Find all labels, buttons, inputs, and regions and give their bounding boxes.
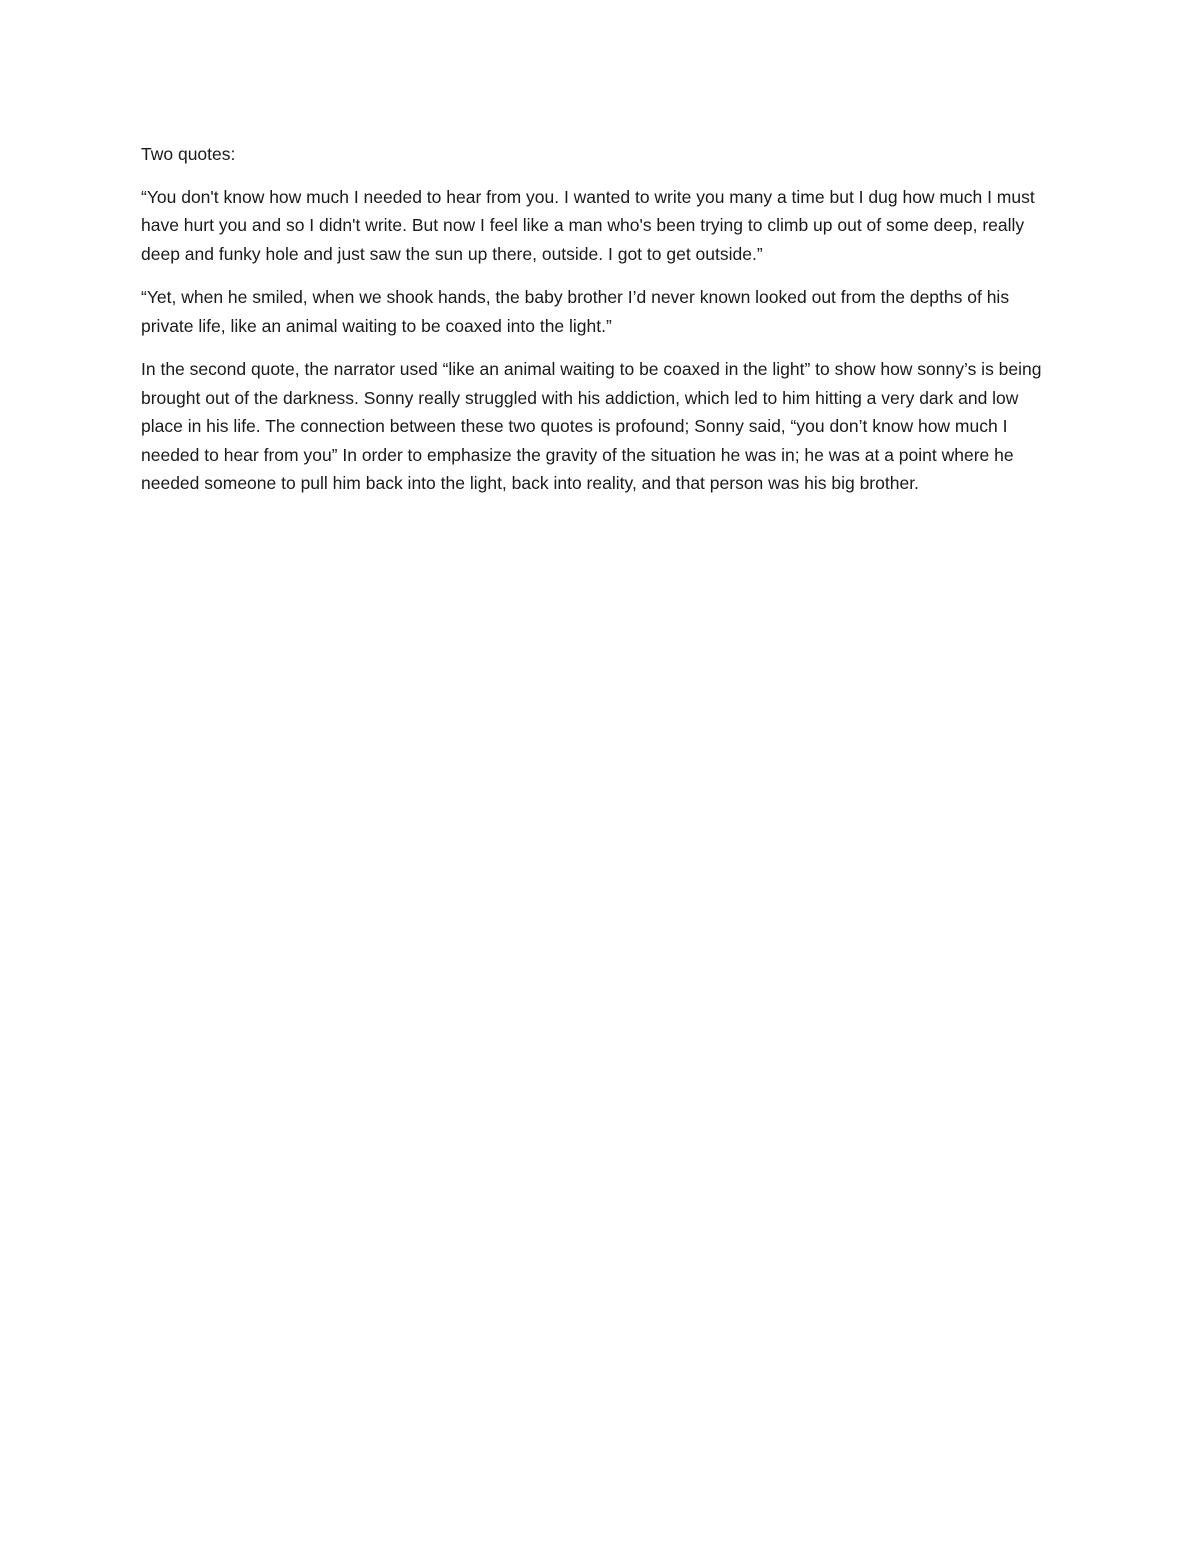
document-body xyxy=(141,140,1061,513)
analysis-paragraph: In the second quote, the narrator used “like an animal waiting to be coaxed in the light” to show how sonny’s is being brought out of the darkness. Sonny really struggled with his addiction, which led to him hitting a very dark and low place in his life. The connection between these two quotes is profound; Sonny said, “you don’t know how much I needed to hear from you” In order to emphasize the gravity of the situation he was in; he was at a point where he needed someone to pull him back into the light, back into reality, and that person was his big brother. xyxy=(141,359,1042,493)
quote-paragraph-1: “You don't know how much I needed to hear from you. I wanted to write you many a time but I dug how much I must have hurt you and so I didn't write. But now I feel like a man who's been trying to climb up out of some deep, really deep and funky hole and just saw the sun up there, outside. I got to get outside.” xyxy=(141,186,1035,264)
document-heading: Two quotes: xyxy=(141,144,236,164)
quote-paragraph-2: “Yet, when he smiled, when we shook hands, the baby brother I’d never known looked out from the depths of his private life, like an animal waiting to be coaxed into the light.” xyxy=(141,287,1010,336)
